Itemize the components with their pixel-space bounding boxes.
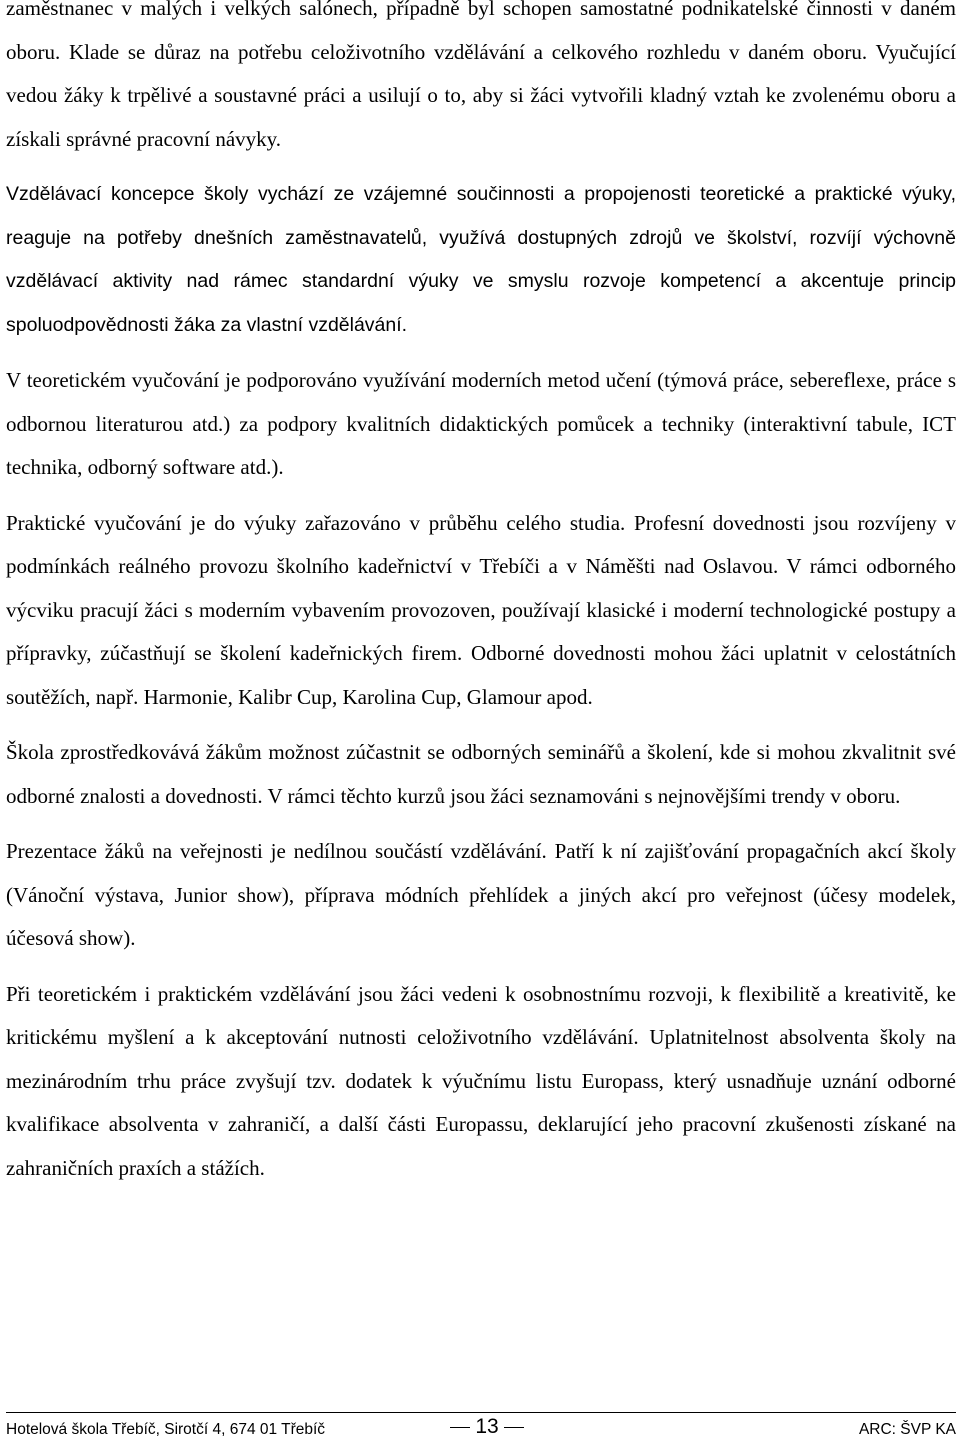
- dash-left: [450, 1427, 470, 1428]
- dash-right: [504, 1427, 524, 1428]
- footer-page-number-wrap: [442, 1415, 532, 1439]
- paragraph-public-presentation: Prezentace žáků na veřejnosti je nedílnou součástí vzdělávání. Patří k ní zajišťování propagačních akcí školy (Vánoční výstava, Junior show), příprava módních přehlídek a jiných akcí pro veřejnost (účesy modelek, účesová show).: [6, 839, 956, 950]
- page-number: 13: [475, 1415, 499, 1438]
- paragraph-personal-development: Při teoretickém i praktickém vzdělávání jsou žáci vedeni k osobnostnímu rozvoji, k flexibilitě a kreativitě, ke kritickému myšlení a k akceptování nutnosti celoživotního vzdělávání. Uplatnitelnost absolventa školy na mezinárodním trhu práce zvyšují tzv. dodatek k výučnímu listu Europass, který usnadňuje uznání odborné kvalifikace absolventa v zahraničí, a další části Europassu, deklarující jeho pracovní zkušenosti získané na zahraničních praxích a stážích.: [6, 981, 956, 1180]
- paragraph-practical-teaching: Praktické vyučování je do výuky zařazováno v průběhu celého studia. Profesní dovednosti jsou rozvíjeny v podmínkách reálného provozu školního kadeřnictví v Třebíči a v Náměšti nad Oslavou. V rámci odborného výcviku pracují žáci s moderním vybavením provozoven, používají klasické i moderní technologické postupy a přípravky, zúčastňují se školení kadeřnických firem. Odborné dovednosti mohou žáci uplatnit v celostátních soutěžích, např. Harmonie, Kalibr Cup, Karolina Cup, Glamour apod.: [6, 510, 956, 709]
- footer-school-address: Hotelová škola Třebíč, Sirotčí 4, 674 01 Třebíč: [6, 1421, 326, 1438]
- paragraph-theoretical-teaching: V teoretickém vyučování je podporováno využívání moderních metod učení (týmová práce, sebereflexe, práce s odbornou literaturou atd.) za podpory kvalitních didaktických pomůcek a techniky (interaktivní tabule, ICT technika, odborný software atd.).: [6, 368, 956, 479]
- paragraph-seminars: Škola zprostředkovává žákům možnost zúčastnit se odborných seminářů a školení, kde si mohou zkvalitnit své odborné znalosti a dovednosti. V rámci těchto kurzů jsou žáci seznamováni s nejnovějšími trendy v oboru.: [6, 740, 956, 808]
- paragraph-intro: zaměstnanec v malých i velkých salónech, případně byl schopen samostatné podnikatelské činnosti v daném oboru. Klade se důraz na potřebu celoživotního vzdělávání a celkového rozhledu v daném oboru. Vyučující vedou žáky k trpělivé a soustavné práci a usilují o to, aby si žáci vytvořili kladný vztah ke zvolenému oboru a získali správné pracovní návyky.: [6, 0, 956, 151]
- paragraph-education-concept: Vzdělávací koncepce školy vychází ze vzájemné součinnosti a propojenosti teoretické a praktické výuky, reaguje na potřeby dnešních zaměstnavatelů, využívá dostupných zdrojů ve školství, rozvíjí výchovně vzdělávací aktivity nad rámec standardní výuky ve smyslu rozvoje kompetencí a akcentuje princip spoluodpovědnosti žáka za vlastní vzdělávání.: [6, 183, 956, 336]
- page-footer: [6, 1412, 956, 1445]
- document-body: [6, 0, 956, 1202]
- footer-doc-code: ARC: ŠVP KA: [858, 1421, 956, 1438]
